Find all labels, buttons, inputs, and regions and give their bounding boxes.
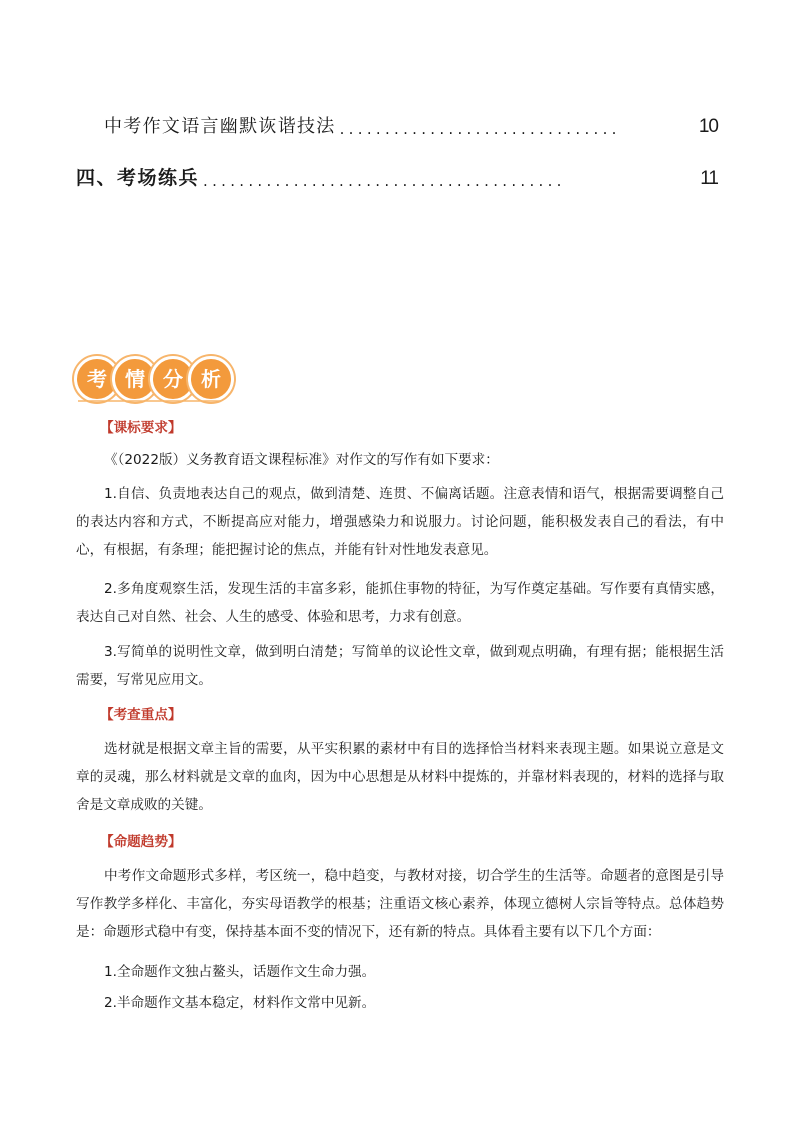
badge-char: 分 <box>150 356 196 402</box>
trends-item: 1.全命题作文独占鳌头，话题作文生命力强。 <box>104 964 376 980</box>
badge-char: 情 <box>112 356 158 402</box>
toc-entry[interactable] <box>76 160 718 190</box>
trends-item: 2.半命题作文基本稳定，材料作文常中见新。 <box>104 995 376 1011</box>
section-badge <box>72 356 226 404</box>
focus-text: 选材就是根据文章主旨的需要，从平实积累的素材中有目的选择恰当材料来表现主题。如果说立意是文章的灵魂，那么材料就是文章的血肉，因为中心思想是从材料中提炼的，并靠材料表现的，材料的选择与取舍是文章成败的关键。 <box>76 741 724 813</box>
curriculum-item: 1.自信、负责地表达自己的观点，做到清楚、连贯、不偏离话题。注意表情和语气，根据需要调整自己的表达内容和方式，不断提高应对能力，增强感染力和说服力。讨论问题，能积极发表自己的看法，有中心，有根据，有条理；能把握讨论的焦点，并能有针对性地发表意见。 <box>76 486 724 558</box>
badge-char: 析 <box>188 356 234 402</box>
curriculum-item: 3.写简单的说明性文章，做到明白清楚；写简单的议论性文章，做到观点明确，有理有据；能根据生活需要，写常见应用文。 <box>76 644 724 688</box>
section-heading-focus: 【考查重点】 <box>100 707 182 723</box>
badge-char: 考 <box>74 356 120 402</box>
toc-entry-title: 中考作文语言幽默诙谐技法 <box>104 116 336 137</box>
curriculum-intro: 《（2022版）义务教育语文课程标准》对作文的写作有如下要求： <box>104 452 499 468</box>
toc-leader-dots: ........................................ <box>203 172 566 190</box>
badge-underline <box>78 398 220 404</box>
toc-entry-page: 10 <box>698 116 718 137</box>
trends-text: 中考作文命题形式多样，考区统一，稳中趋变，与教材对接，切合学生的生活等。命题者的意图是引导写作教学多样化、丰富化，夯实母语教学的根基；注重语文核心素养，体现立德树人宗旨等特点。总体趋势是：命题形式稳中有变，保持基本面不变的情况下，还有新的特点。具体看主要有以下几个方面： <box>76 868 724 940</box>
toc-leader-dots: ............................... <box>339 120 621 138</box>
toc-entry[interactable] <box>104 110 718 138</box>
section-heading-curriculum: 【课标要求】 <box>100 420 182 436</box>
curriculum-item: 2.多角度观察生活，发现生活的丰富多彩，能抓住事物的特征，为写作奠定基础。写作要有真情实感，表达自己对自然、社会、人生的感受、体验和思考，力求有创意。 <box>76 581 724 625</box>
section-heading-trends: 【命题趋势】 <box>100 834 182 850</box>
toc-entry-title: 四、考场练兵 <box>76 167 200 189</box>
toc-entry-page: 11 <box>700 168 718 189</box>
